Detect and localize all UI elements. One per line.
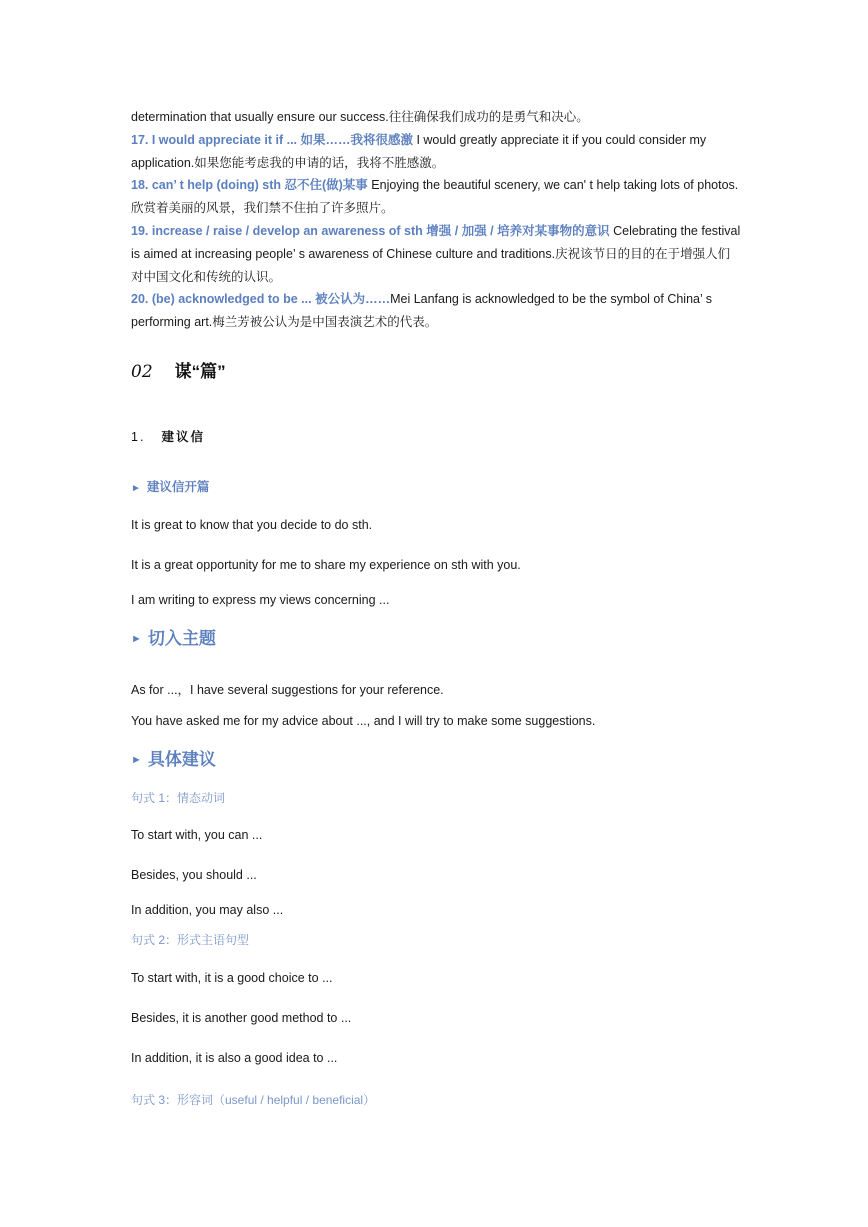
pattern-label-2: 句式 2：形式主语句型 [131,933,250,947]
vocab-item-17 [131,129,741,175]
vocab-line-continuation [131,106,741,129]
pattern2-line: In addition, it is also a good idea to ... [131,1051,338,1065]
opening-line: I am writing to express my views concerning ... [131,593,390,607]
section-heading [131,357,226,382]
pattern2-line: To start with, it is a good choice to ... [131,971,333,985]
vocab-example-17: I would greatly appreciate it if you could consider my application.如果您能考虑我的申请的话，我将不胜感激。 [131,132,707,170]
section-number: 02 [131,362,153,382]
opening-heading [131,477,209,495]
vocab-example-19: Celebrating the festival is aimed at increasing people’ s awareness of Chinese culture and traditions.庆祝该节日的目的在于增强人们对中国文化和传统的认识。 [131,223,741,284]
subsection-index: 1. [131,430,146,444]
section-title: 谋“篇” [174,362,226,381]
subsection-title: 建议信 [161,430,205,444]
suggestions-heading [131,745,216,770]
opening-line: It is a great opportunity for me to share my experience on sth with you. [131,558,521,572]
pattern1-line: Besides, you should ... [131,868,257,882]
topic-heading [131,624,216,649]
opening-heading-label: 建议信开篇 [146,480,210,494]
pattern2-line: Besides, it is another good method to ... [131,1011,352,1025]
suggestions-heading-label: 具体建议 [147,750,216,769]
vocab-item-19 [131,220,741,288]
vocab-phrase-19: 19. increase / raise / develop an awareness of sth 增强 / 加强 / 培养对某事物的意识 [131,223,610,238]
triangle-marker-icon: ► [131,483,141,494]
vocab-example-18: Enjoying the beautiful scenery, we can' t help taking lots of photos.欣赏着美丽的风景，我们禁不住拍了许多照片。 [131,178,739,216]
pattern-label-3: 句式 3：形容词（useful / helpful / beneficial） [131,1093,376,1107]
vocab-continuation-text: determination that usually ensure our success.往往确保我们成功的是勇气和决心。 [131,110,589,124]
subsection-heading [131,427,205,445]
vocab-phrase-20: 20. (be) acknowledged to be ... 被公认为…… [131,292,391,307]
triangle-marker-icon: ► [131,633,142,645]
topic-line: You have asked me for my advice about ..., and I will try to make some suggestions. [131,714,596,728]
pattern-label-1: 句式 1：情态动词 [131,791,226,805]
vocab-item-18 [131,174,741,220]
topic-line: As for ...，I have several suggestions for your reference. [131,683,444,697]
pattern1-line: To start with, you can ... [131,828,263,842]
triangle-marker-icon: ► [131,754,142,766]
opening-line: It is great to know that you decide to do sth. [131,518,373,532]
vocabulary-list [131,106,741,334]
pattern1-line: In addition, you may also ... [131,903,284,917]
vocab-phrase-18: 18. can’ t help (doing) sth 忍不住(做)某事 [131,178,368,193]
topic-heading-label: 切入主题 [147,629,216,648]
vocab-example-20: Mei Lanfang is acknowledged to be the symbol of China’ s performing art.梅兰芳被公认为是中国表演艺术的代表。 [131,292,713,330]
vocab-item-20 [131,288,741,334]
vocab-phrase-17: 17. I would appreciate it if ... 如果……我将很感激 [131,132,413,147]
